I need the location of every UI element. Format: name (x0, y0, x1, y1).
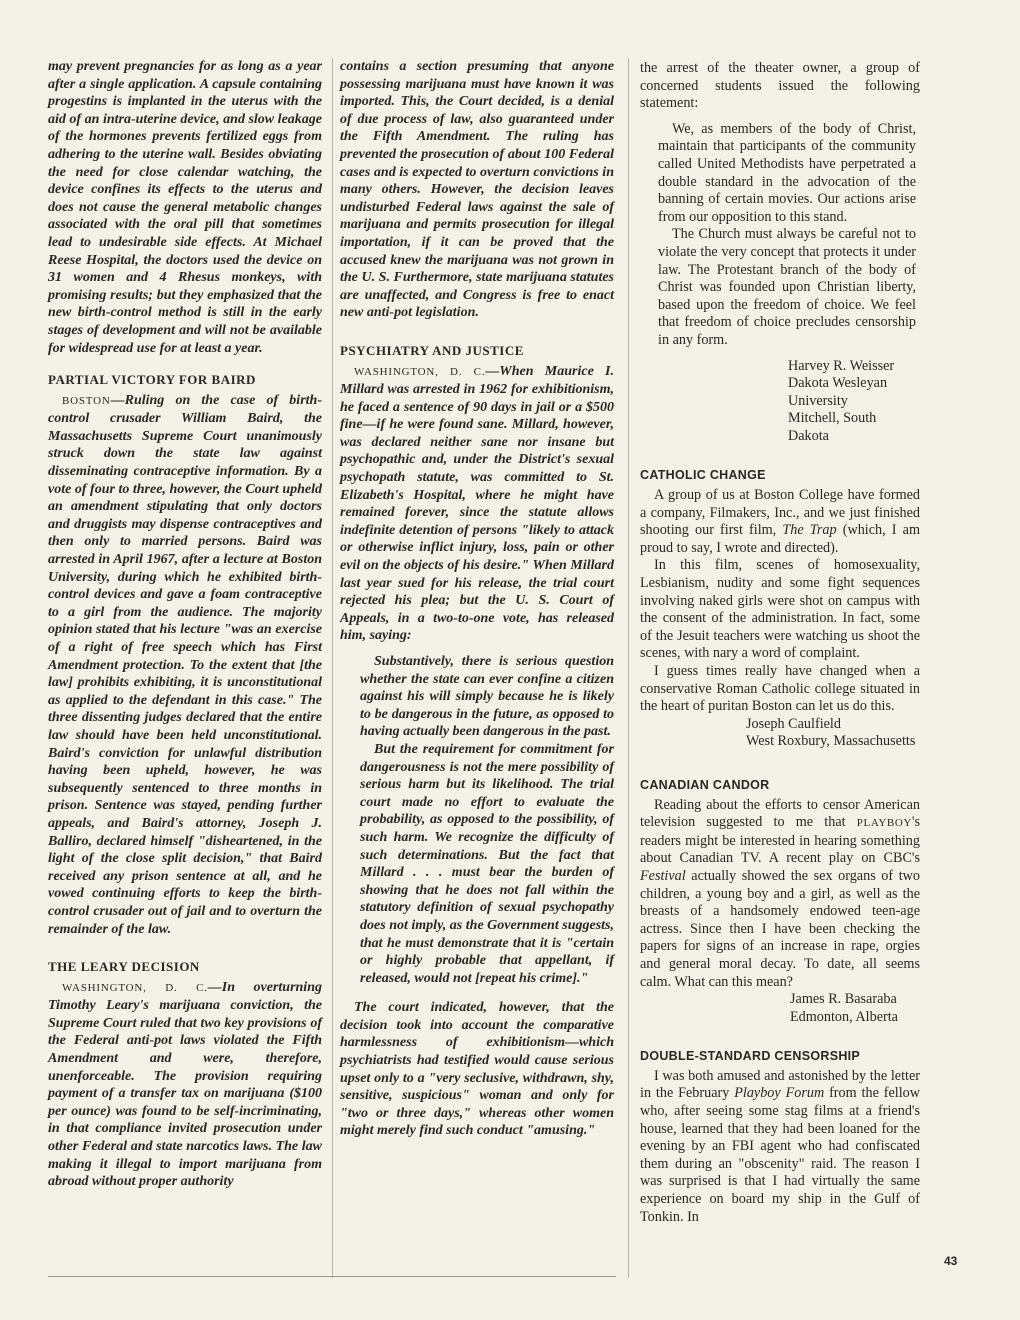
heading-canadian-candor: CANADIAN CANDOR (640, 777, 770, 792)
court-quote (340, 653, 614, 987)
column-middle (340, 58, 614, 1140)
contraceptive-article-continuation: may prevent pregnancies for as long as a year after a single application. A capsule containing progestins is implanted in the uterus with the aid of an intra-uterine device, and slow leakage of the hormones prevents fertilized eggs from adhering to the uterine wall. Besides obviating the need for close calendar watching, the device confines its effects to the uterus and does not cause the general metabolic changes associated with the oral pill that sometimes lead to undesirable side effects. At Michael Reese Hospital, the doctors used the device on 31 women and 4 Rhesus monkeys, with promising results; but they emphasized that the new birth-control method is still in the early stages of development and will not be available for widespread use for at least a year. (48, 59, 322, 356)
heading-the-leary-decision: THE LEARY DECISION (48, 959, 200, 975)
baird-article-text: —Ruling on the case of birth-control crusader William Baird, the Massachusetts Supreme Court unanimously struck down the state law against disseminating contraceptive information. By a vote of four to three, however, the Court upheld an amendment stipulating that only doctors and druggists may dispense contraceptives and then only to married persons. Baird was arrested in April 1967, after a lecture at Boston University, during which he exhibited birth-control devices and gave a foam contraceptive to a girl from the audience. The majority opinion stated that his lecture "was an exercise of a right of free speech which has First Amendment protection. To the extent that [the law] prohibits exhibiting, it is unconstitutional as applied to the defendant in this case." The three dissenting judges declared that the entire law should have been held unconstitutional. Baird's conviction for unlawful distribution having been upheld, however, he was subsequently sentenced to three months in prison. Sentence was stayed, pending further appeals, and Baird's attorney, Joseph J. Balliro, declared himself "disheartened, in the light of the close split decision," that Baird received any prison sentence at all, and he vowed continuing efforts to keep the birth-control crusader out of jail and to overturn the remainder of the law. (48, 392, 322, 937)
signature-affiliation: Dakota Wesleyan University (788, 375, 888, 409)
signature-location: Edmonton, Alberta (790, 1008, 898, 1025)
heading-catholic-change: CATHOLIC CHANGE (640, 468, 766, 483)
psychiatry-article-closing: The court indicated, however, that the decision took into account the comparative harmlessness of exhibitionism—which psychiatrists had testified would cause serious upset only to a "very seclusive, withdrawn, shy, sensitive, suspicious" woman and only for "two or three days," whereas other women might merely find such conduct "amusing." (340, 1000, 614, 1139)
playboy-forum-title: Playboy Forum (734, 1085, 825, 1102)
signature-location: Mitchell, South Dakota (788, 410, 877, 444)
catholic-letter-paragraph-1 (640, 487, 920, 557)
catholic-letter-paragraph-3: I guess times really have changed when a conservative Roman Catholic college situated in the heart of puritan Boston can let us do this. (640, 663, 920, 715)
canadian-text-b: 's readers might be interested in hearing something about Canadian TV. A recent play on CBC's (640, 814, 920, 867)
playboy-smallcaps: PLAYBOY (856, 817, 912, 830)
column-right (640, 60, 920, 1226)
page-number: 43 (944, 1254, 958, 1268)
column-left (48, 58, 322, 1191)
column-divider-right (628, 58, 629, 1278)
heading-double-standard-censorship: DOUBLE-STANDARD CENSORSHIP (640, 1049, 861, 1064)
bottom-rule (48, 1276, 616, 1277)
heading-psychiatry-and-justice: PSYCHIATRY AND JUSTICE (340, 342, 524, 358)
catholic-text-b: (which, I am proud to say, I wrote and directed). (640, 522, 920, 556)
signature-name: James R. Basaraba (790, 991, 897, 1008)
catholic-text-a: A group of us at Boston College have formed a company, Filmakers, Inc., and we just finished shooting our first film, (640, 487, 920, 539)
canadian-text-a: Reading about the efforts to censor American television suggested to me that (640, 796, 920, 831)
leary-article (48, 979, 322, 1191)
court-quote-paragraph-2: But the requirement for commitment for dangerousness is not the mere possibility of serious harm but its likelihood. The trial court made no effort to evaluate the probability, as opposed to the possibility, of such harm. We recognize the difficulty of such determinations. But the fact that Millard . . . must bear the burden of showing that he does not fall within the statutory definition of sexual psychopathy does not imply, as the Government suggests, that he must demonstrate that it is "certain or highly probable that appellant, if released, would not [repeat his crime]." (360, 741, 614, 986)
signature-location: West Roxbury, Massachusetts (746, 733, 916, 750)
baird-article (48, 392, 322, 938)
court-quote-paragraph-1: Substantively, there is serious question whether the state can ever confine a citizen against his will simply because he is likely to be dangerous in the future, as opposed to having actually been dangerous in the past. (360, 654, 614, 740)
festival-title: Festival (640, 867, 686, 884)
dateline-washington-2: WASHINGTON, D. C. (354, 365, 486, 378)
signature-caulfield (640, 716, 920, 751)
student-statement (640, 121, 920, 350)
psychiatry-article-text: —When Maurice I. Millard was arrested in 1962 for exhibitionism, he faced a sentence of 90 days in jail or a $500 fine—if he were found sane. Millard, however, was declared neither sane nor insane but psychopathic and, under the District's sexual psychopath statute, was committed to St. Elizabeth's Hospital, where he might have remained forever, since the statute allows indefinite detention of persons "likely to attack or otherwise inflict injury, loss, pain or other evil on the objects of his desire." When Millard last year sued for his release, the trial court rejected his plea; but the U. S. Court of Appeals, in a two-to-one vote, has released him, saying: (340, 363, 615, 644)
double-standard-letter (640, 1068, 920, 1226)
dateline-washington: WASHINGTON, D. C. (62, 981, 208, 994)
signature-name: Joseph Caulfield (746, 715, 841, 732)
signature-basaraba (640, 991, 920, 1026)
canadian-text-c: actually showed the sex organs of two children, a young boy and a girl, as well as the breasts of a handsomely endowed teen-age actress. Since then I have been checking the papers for signs of an increase in rape, orgies and general moral decay. To date, all seems calm. What can this mean? (640, 867, 920, 990)
student-statement-paragraph-2: The Church must always be careful not to violate the very concept that protects it under law. The Protestant branch of the body of Christ was founded upon Christian liberty, based upon the freedom of choice. We feel that freedom of choice precludes censorship in any form. (658, 226, 916, 348)
signature-name: Harvey R. Weisser (788, 357, 895, 374)
column-divider-left (332, 58, 333, 1278)
student-statement-paragraph-1: We, as members of the body of Christ, maintain that participants of the community called United Methodists have perpetrated a double standard in the advocation of the banning of certain movies. Our actions arise from our opposition to this stand. (658, 120, 916, 225)
double-text-a: I was both amused and astonished by the letter in the February (640, 1067, 920, 1102)
leary-article-text: —In overturning Timothy Leary's marijuana conviction, the Supreme Court ruled that two key provisions of the Federal anti-pot laws violated the Fifth Amendment and were, therefore, unenforceable. The provision requiring payment of a transfer tax on marijuana ($100 per ounce) was found to be self-incriminating, in that compliance invited prosecution under other Federal and state narcotics laws. The law making it illegal to import marijuana from abroad without proper authority (48, 979, 322, 1190)
psychiatry-article (340, 363, 614, 646)
film-title: The Trap (782, 522, 837, 539)
double-text-b: from the fellow who, after seeing some stag films at a friend's house, learned that they had been loaned for the evening by an FBI agent who had confiscated them during an "obscenity" raid. The reason I was surprised is that I had virtually the same experience on board my ship in the Gulf of Tonkin. In (640, 1085, 920, 1225)
leary-article-continuation: contains a section presuming that anyone possessing marijuana must have known it was imported. This, the Court decided, is a denial of due process of law, also guaranteed under the Fifth Amendment. The ruling has prevented the prosecution of about 100 Federal cases and is expected to overturn convictions in many others. However, the decision leaves undisturbed Federal laws against the sale of marijuana and permits prosecution for illegal importation, if it can be proved that the accused knew the marijuana was not grown in the U. S. Furthermore, state marijuana statutes are unaffected, and Congress is free to enact new anti-pot legislation. (340, 59, 614, 321)
dateline-boston: BOSTON (62, 394, 111, 407)
heading-partial-victory-for-baird: PARTIAL VICTORY FOR BAIRD (48, 372, 256, 388)
theater-letter-continuation: the arrest of the theater owner, a group of concerned students issued the following statement: (640, 60, 920, 112)
canadian-letter (640, 797, 920, 992)
signature-weisser (640, 358, 920, 446)
catholic-letter-paragraph-2: In this film, scenes of homosexuality, Lesbianism, nudity and some fight sequences involving naked girls were shot on campus with the consent of the administration. In fact, some of the Jesuit teachers were watching us shoot the scenes, with nary a word of complaint. (640, 557, 920, 662)
